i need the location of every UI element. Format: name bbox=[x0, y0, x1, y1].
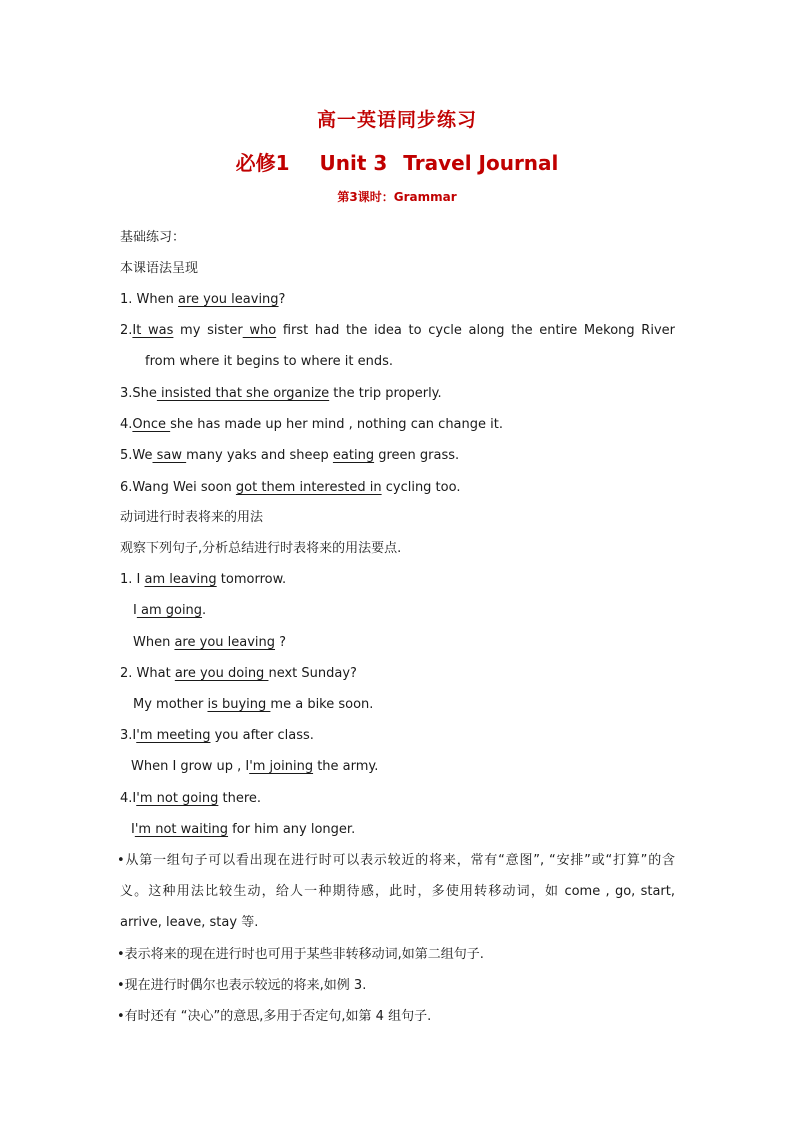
blank-answer: who bbox=[242, 323, 277, 338]
blank-answer: am going bbox=[136, 603, 203, 618]
blank-answer: are you doing bbox=[174, 666, 269, 681]
page-title: 高一英语同步练习 bbox=[316, 109, 477, 131]
intro-sentence-1: 1. When are you leaving? bbox=[120, 292, 286, 307]
section-grammar-intro: 本课语法呈现 bbox=[120, 261, 199, 276]
group-1-sentence-a: 1. I am leaving tomorrow. bbox=[120, 572, 287, 587]
blank-answer: eating bbox=[332, 448, 375, 463]
blank-answer: are you leaving bbox=[174, 635, 276, 650]
intro-sentence-6: 6.Wang Wei soon got them interested in cycling too. bbox=[120, 480, 461, 495]
group-1-sentence-b: I am going. bbox=[133, 603, 207, 618]
section-usage-instruction: 观察下列句子,分析总结进行时表将来的用法要点. bbox=[120, 541, 402, 556]
section-basic: 基础练习： bbox=[120, 230, 186, 245]
intro-sentence-3: 3.She insisted that she organize the trip properly. bbox=[120, 386, 442, 401]
intro-sentence-4: 4.Once she has made up her mind , nothing can change it. bbox=[120, 417, 503, 432]
lesson-subtitle: 第3课时：Grammar bbox=[337, 190, 457, 204]
note-1-line-1: •从第一组句子可以看出现在进行时可以表示较近的将来，常有“意图”, “安排”或“打算”的含 bbox=[117, 853, 675, 868]
blank-answer: saw bbox=[152, 448, 187, 463]
unit-title: Travel Journal bbox=[403, 151, 559, 175]
group-2-sentence-b: My mother is buying me a bike soon. bbox=[133, 697, 374, 712]
blank-answer: 'm meeting bbox=[136, 728, 211, 743]
blank-answer: got them interested in bbox=[235, 480, 382, 495]
note-1-line-2: 义。这种用法比较生动，给人一种期待感，此时，多使用转移动词，如 come , go, start, bbox=[120, 884, 675, 899]
blank-answer: am leaving bbox=[144, 572, 217, 587]
note-4: •有时还有 “决心”的意思,多用于否定句,如第 4 组句子. bbox=[117, 1009, 432, 1024]
group-1-sentence-c: When are you leaving ? bbox=[133, 635, 287, 650]
section-usage-title: 动词进行时表将来的用法 bbox=[120, 510, 264, 525]
group-4-sentence-b: I'm not waiting for him any longer. bbox=[131, 822, 356, 837]
group-3-sentence-a: 3.I'm meeting you after class. bbox=[120, 728, 314, 743]
group-2-sentence-a: 2. What are you doing next Sunday? bbox=[120, 666, 357, 681]
unit-heading bbox=[0, 147, 794, 176]
group-3-sentence-b: When I grow up , I'm joining the army. bbox=[131, 759, 379, 774]
blank-answer: is buying bbox=[207, 697, 271, 712]
group-4-sentence-a: 4.I'm not going there. bbox=[120, 791, 262, 806]
blank-answer: 'm not waiting bbox=[134, 822, 229, 837]
blank-answer: It was bbox=[132, 323, 174, 338]
blank-answer: are you leaving bbox=[178, 292, 279, 307]
blank-answer: 'm not going bbox=[136, 791, 219, 806]
blank-answer: insisted that she organize bbox=[156, 386, 330, 401]
blank-answer: Once bbox=[132, 417, 171, 432]
note-3: •现在进行时偶尔也表示较远的将来,如例 3. bbox=[117, 978, 367, 993]
intro-sentence-5: 5.We saw many yaks and sheep eating green grass. bbox=[120, 448, 460, 463]
intro-sentence-2: 2.It was my sister who first had the idea to cycle along the entire Mekong River bbox=[120, 323, 675, 338]
blank-answer: 'm joining bbox=[249, 759, 314, 774]
note-1-line-3: arrive, leave, stay 等. bbox=[120, 915, 259, 930]
note-2: •表示将来的现在进行时也可用于某些非转移动词,如第二组句子. bbox=[117, 947, 484, 962]
unit-label: Unit 3 bbox=[319, 151, 388, 175]
intro-sentence-2-continued: from where it begins to where it ends. bbox=[145, 354, 394, 369]
book-label: 必修1 bbox=[235, 151, 290, 175]
